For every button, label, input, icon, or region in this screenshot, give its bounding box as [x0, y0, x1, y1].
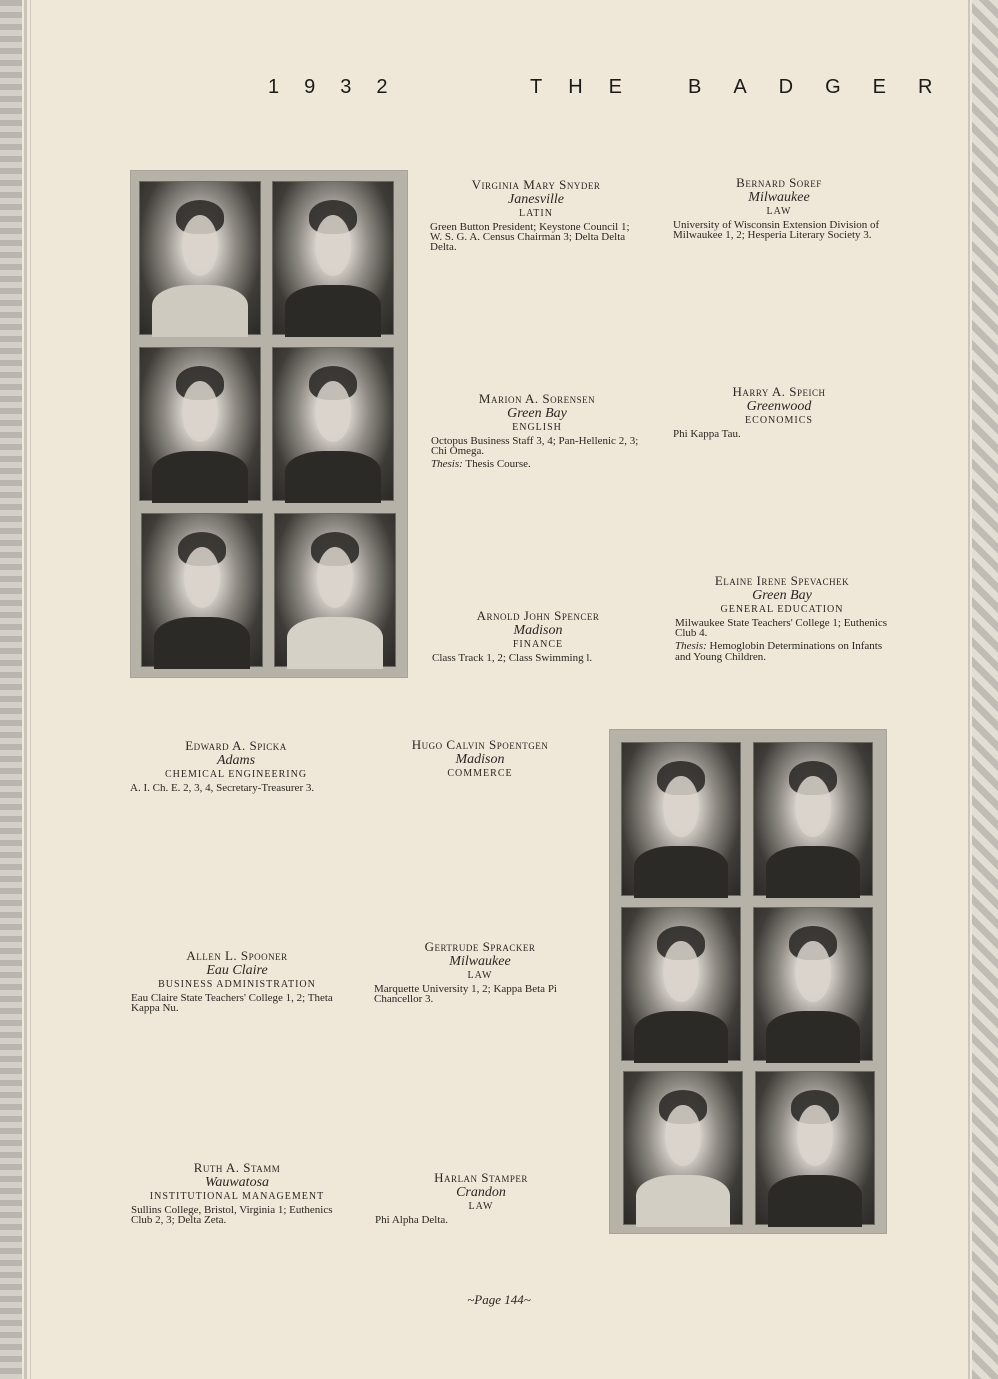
student-activities: Green Button President; Keystone Council 1; W. S. G. A. Census Chairman 3; Delta Delta Delta.	[430, 221, 630, 253]
student-hometown: Wauwatosa	[204, 1175, 270, 1190]
student-hometown: Green Bay	[507, 406, 567, 421]
page-number: ~Page 144~	[467, 1292, 531, 1307]
student-activities: Sullins College, Bristol, Virginia 1; Euthenics Club 2, 3; Delta Zeta.	[131, 1204, 333, 1226]
student-entry	[131, 948, 343, 1013]
student-department: INSTITUTIONAL MANAGEMENT	[149, 1191, 325, 1202]
thesis-label: Thesis:	[675, 640, 707, 652]
student-hometown: Milwaukee	[449, 954, 511, 969]
student-department: CHEMICAL ENGINEERING	[164, 769, 308, 780]
student-entry	[675, 573, 889, 663]
photo-panel-top	[130, 170, 408, 678]
student-name: Edward A. Spicka	[185, 738, 287, 753]
student-activities: Phi Kappa Tau.	[673, 428, 741, 440]
student-hometown: Janesville	[508, 192, 564, 207]
thesis-title: Thesis Course.	[465, 458, 531, 470]
student-entry	[673, 175, 885, 240]
student-activities: Octopus Business Staff 3, 4; Pan-Hellenic 2, 3; Chi Omega.	[431, 435, 639, 457]
thesis-label: Thesis:	[431, 458, 463, 470]
student-department: BUSINESS ADMINISTRATION	[158, 979, 316, 990]
student-hometown: Crandon	[456, 1185, 506, 1200]
student-entry	[374, 939, 586, 1004]
student-thesis	[431, 459, 643, 470]
student-name: Marion A. Sorensen	[478, 391, 596, 406]
student-name: Harry A. Speich	[732, 384, 826, 399]
left-border-line	[24, 0, 27, 1379]
portrait-photo	[272, 347, 394, 501]
portrait-photo	[274, 513, 396, 667]
header-title-the: THE	[530, 76, 648, 98]
student-department: LATIN	[519, 208, 553, 219]
student-department: LAW	[468, 1201, 494, 1212]
student-department: LAW	[467, 970, 493, 981]
right-decorative-border	[972, 0, 998, 1379]
student-department: FINANCE	[512, 639, 564, 650]
student-entry	[673, 384, 885, 439]
student-entry	[430, 177, 642, 252]
right-border-line	[968, 0, 970, 1379]
student-name: Gertrude Spracker	[424, 939, 536, 954]
student-entry	[375, 1170, 587, 1225]
student-activities: Class Track 1, 2; Class Swimming l.	[432, 652, 593, 664]
student-name: Arnold John Spencer	[476, 608, 600, 623]
student-name: Bernard Soref	[736, 175, 822, 190]
photo-panel-bottom	[609, 729, 887, 1234]
student-activities: A. I. Ch. E. 2, 3, 4, Secretary-Treasurer 3.	[130, 782, 315, 794]
left-decorative-border	[0, 0, 22, 1379]
student-activities: Milwaukee State Teachers' College 1; Euthenics Club 4.	[675, 617, 888, 639]
student-name: Ruth A. Stamm	[193, 1160, 281, 1175]
student-department: LAW	[766, 206, 792, 217]
header-year: 1932	[268, 76, 413, 98]
student-hometown: Greenwood	[746, 399, 812, 414]
portrait-photo	[623, 1071, 743, 1225]
left-border-line-inner	[30, 0, 31, 1379]
student-name: Hugo Calvin Spoentgen	[411, 737, 549, 752]
portrait-photo	[621, 907, 741, 1061]
student-entry	[374, 737, 586, 780]
student-hometown: Eau Claire	[206, 963, 268, 978]
student-activities: Eau Claire State Teachers' College 1, 2; Theta Kappa Nu.	[131, 992, 333, 1014]
student-entry	[432, 608, 644, 663]
student-hometown: Green Bay	[752, 588, 812, 603]
student-department: ENGLISH	[512, 422, 562, 433]
student-activities: Marquette University 1, 2; Kappa Beta Pi Chancellor 3.	[374, 983, 557, 1005]
student-activities: Phi Alpha Delta.	[375, 1214, 449, 1226]
header-title-badger: BADGER	[688, 76, 965, 98]
student-name: Allen L. Spooner	[186, 948, 288, 963]
student-thesis	[675, 641, 889, 663]
portrait-photo	[753, 742, 873, 896]
portrait-photo	[753, 907, 873, 1061]
student-name: Harlan Stamper	[434, 1170, 528, 1185]
portrait-photo	[139, 347, 261, 501]
page-header	[0, 76, 998, 106]
portrait-photo	[272, 181, 394, 335]
student-entry	[130, 738, 342, 793]
student-entry	[431, 391, 643, 470]
student-entry	[131, 1160, 343, 1225]
thesis-title: Hemoglobin Determinations on Infants and Young Children.	[675, 640, 883, 663]
student-hometown: Milwaukee	[748, 190, 810, 205]
student-department: GENERAL EDUCATION	[720, 604, 844, 615]
portrait-photo	[621, 742, 741, 896]
portrait-photo	[755, 1071, 875, 1225]
student-hometown: Madison	[455, 752, 505, 767]
portrait-photo	[139, 181, 261, 335]
student-hometown: Adams	[216, 753, 256, 768]
portrait-photo	[141, 513, 263, 667]
student-name: Elaine Irene Spevachek	[714, 573, 850, 588]
student-department: COMMERCE	[447, 768, 513, 779]
student-name: Virginia Mary Snyder	[471, 177, 601, 192]
student-department: ECONOMICS	[745, 415, 813, 426]
student-hometown: Madison	[513, 623, 563, 638]
student-activities: University of Wisconsin Extension Division of Milwaukee 1, 2; Hesperia Literary Society 3.	[673, 219, 880, 241]
